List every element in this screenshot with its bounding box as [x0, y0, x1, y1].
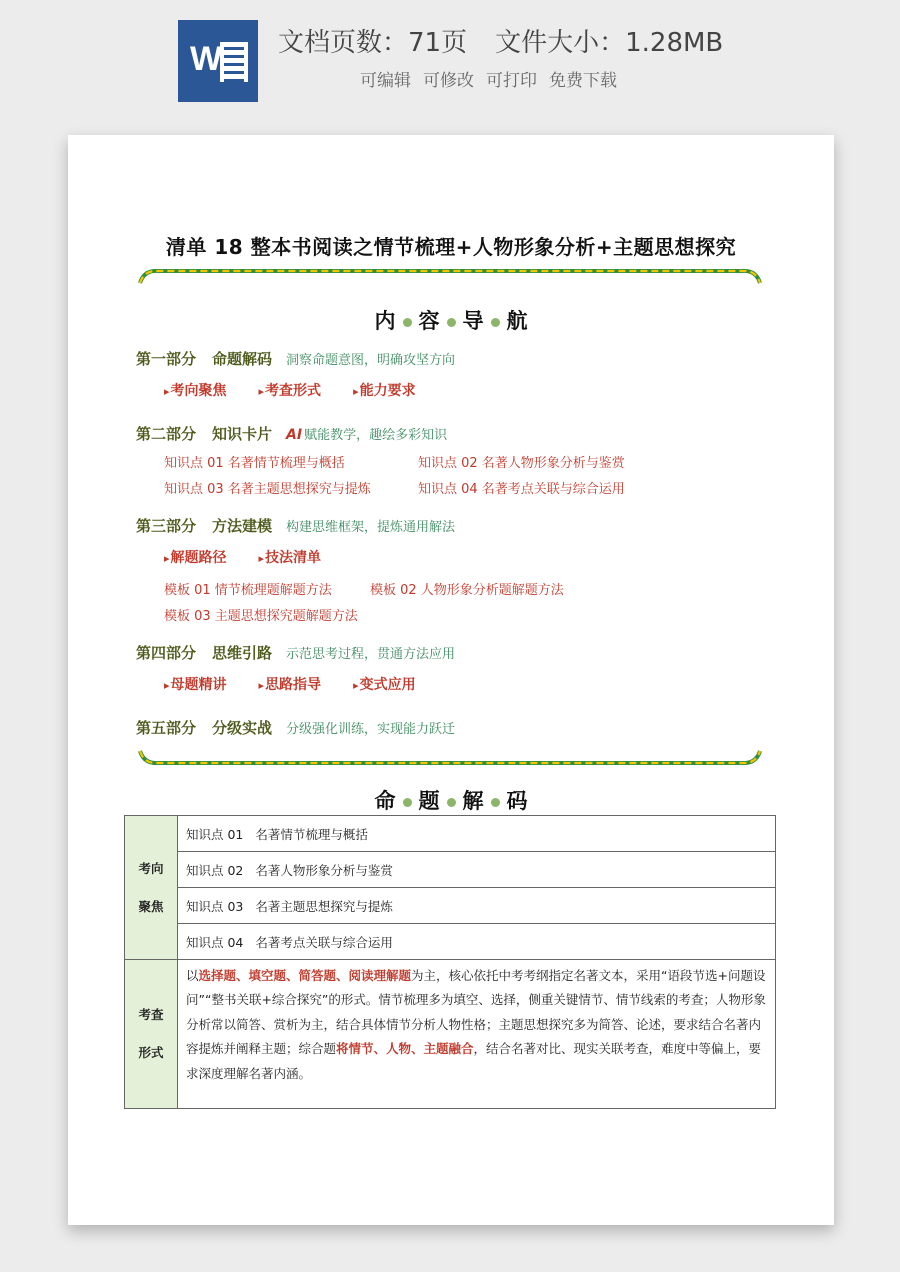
- feature-list: [360, 66, 617, 91]
- table-row: [125, 852, 776, 888]
- knowledge-point-1[interactable]: 知识点 01 名著情节梳理与概括: [164, 456, 345, 471]
- file-info-header: [0, 0, 900, 120]
- part-3-links: [164, 547, 353, 567]
- part-4-heading: [136, 642, 455, 663]
- knowledge-point-3[interactable]: 知识点 03 名著主题思想探究与提炼: [164, 482, 371, 497]
- focus-row-2: 知识点 02 名著人物形象分析与鉴赏: [178, 852, 776, 888]
- top-divider-decoration: [138, 267, 762, 285]
- link-exam-form[interactable]: ▸ 考查形式: [259, 383, 322, 399]
- feature-modifiable: 可修改: [423, 71, 474, 91]
- file-stats: [278, 22, 723, 59]
- file-size: 文件大小：1.28MB: [495, 28, 724, 58]
- part-name: 思维引路: [212, 644, 273, 662]
- table-row: [125, 816, 776, 852]
- link-mother-problem[interactable]: ▸ 母题精讲: [164, 677, 227, 693]
- part-label: 第四部分: [136, 644, 197, 662]
- focus-header-cell: 考向 聚焦: [125, 816, 178, 960]
- focus-row-4: 知识点 04 名著考点关联与综合运用: [178, 924, 776, 960]
- document-title: 清单 18 整本书阅读之情节梳理+人物形象分析+主题思想探究: [165, 235, 737, 259]
- part-5-heading: [136, 717, 455, 738]
- document-page: [68, 135, 834, 1225]
- content-navigation-heading: 内 容 导 航: [374, 309, 528, 333]
- form-header-cell: 考查 形式: [125, 960, 178, 1109]
- part-description: 洞察命题意图，明确攻坚方向: [286, 353, 456, 368]
- knowledge-point-2[interactable]: 知识点 02 名著人物形象分析与鉴赏: [418, 456, 625, 471]
- focus-row-3: 知识点 03 名著主题思想探究与提炼: [178, 888, 776, 924]
- part-2-heading: [136, 423, 447, 444]
- part-4-links: [164, 674, 448, 694]
- page-lines-icon: [220, 42, 248, 82]
- part-name: 知识卡片: [212, 425, 273, 443]
- table-row: [125, 960, 776, 1109]
- link-focus[interactable]: ▸ 考向聚焦: [164, 383, 227, 399]
- proposition-decoding-heading: 命 题 解 码: [374, 789, 528, 813]
- part-1-heading: [136, 348, 455, 369]
- page-count: 文档页数：71页: [278, 28, 468, 58]
- exam-form-description: 以选择题、填空题、简答题、阅读理解题为主，核心依托中考考纲指定名著文本，采用“语段节选+问题设问”“整书关联+综合探究”的形式。情节梳理多为填空、选择，侧重关键情节、情节线索的考查；人物形象分析常以简答、赏析为主，结合具体情节分析人物性格；主题思想探究多为简答、论述，要求结合名著内容提炼并阐释主题；综合题将情节、人物、主题融合，结合名著对比、现实关联考查，难度中等偏上，要求深度理解名著内涵。: [178, 960, 776, 1109]
- part-description: 分级强化训练，实现能力跃迁: [286, 722, 456, 737]
- template-1[interactable]: 模板 01 情节梳理题解题方法: [164, 583, 332, 598]
- ai-badge: AI: [286, 427, 303, 443]
- part-name: 方法建模: [212, 517, 273, 535]
- part-description: 示范思考过程，贯通方法应用: [286, 647, 456, 662]
- link-variant-application[interactable]: ▸ 变式应用: [353, 677, 416, 693]
- template-2[interactable]: 模板 02 人物形象分析题解题方法: [370, 583, 564, 598]
- focus-row-1: 知识点 01 名著情节梳理与概括: [178, 816, 776, 852]
- part-label: 第五部分: [136, 719, 197, 737]
- table-row: [125, 924, 776, 960]
- feature-editable: 可编辑: [360, 71, 411, 91]
- part-1-links: [164, 380, 448, 400]
- feature-free-download: 免费下载: [549, 71, 617, 91]
- bottom-divider-decoration: [138, 749, 762, 767]
- part-label: 第一部分: [136, 350, 197, 368]
- link-ability[interactable]: ▸ 能力要求: [353, 383, 416, 399]
- part-name: 命题解码: [212, 350, 273, 368]
- knowledge-point-4[interactable]: 知识点 04 名著考点关联与综合运用: [418, 482, 625, 497]
- part-description: 赋能教学，趣绘多彩知识: [304, 428, 448, 443]
- part-name: 分级实战: [212, 719, 273, 737]
- table-row: [125, 888, 776, 924]
- w-letter-icon: W: [190, 40, 223, 78]
- word-document-icon: [178, 20, 258, 102]
- part-label: 第二部分: [136, 425, 197, 443]
- link-technique-list[interactable]: ▸ 技法清单: [259, 550, 322, 566]
- link-solving-path[interactable]: ▸ 解题路径: [164, 550, 227, 566]
- part-description: 构建思维框架，提炼通用解法: [286, 520, 456, 535]
- part-label: 第三部分: [136, 517, 197, 535]
- link-thinking-guide[interactable]: ▸ 思路指导: [259, 677, 322, 693]
- part-3-heading: [136, 515, 455, 536]
- feature-printable: 可打印: [486, 71, 537, 91]
- template-3[interactable]: 模板 03 主题思想探究题解题方法: [164, 609, 358, 624]
- proposition-table: [124, 815, 776, 1109]
